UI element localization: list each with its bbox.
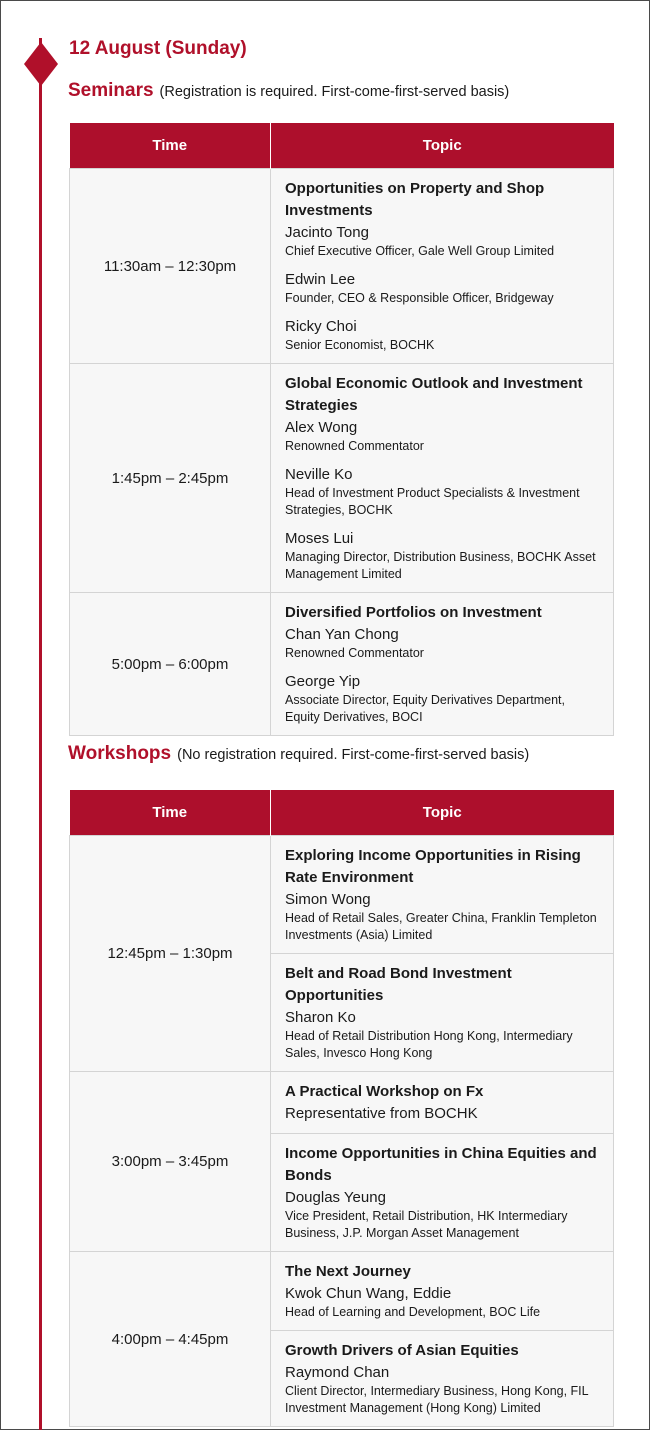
topic-block xyxy=(271,593,613,735)
seminars-topic-header: Topic xyxy=(271,123,614,169)
speaker-role: Associate Director, Equity Derivatives Department, Equity Derivatives, BOCI xyxy=(285,693,565,724)
speaker-name: Douglas Yeung xyxy=(285,1189,386,1206)
speaker-name: Alex Wong xyxy=(285,419,358,436)
timeline-marker-icon xyxy=(24,42,41,86)
timeline-line xyxy=(39,38,42,1430)
speaker xyxy=(285,316,603,354)
speaker-name: Simon Wong xyxy=(285,891,371,908)
speaker-role: Head of Learning and Development, BOC Life xyxy=(285,1305,541,1319)
speaker xyxy=(285,1103,603,1124)
speaker xyxy=(285,1007,603,1062)
topic-block xyxy=(271,1252,613,1330)
speaker-name: Representative from BOCHK xyxy=(285,1105,478,1122)
speaker-role: Renowned Commentator xyxy=(285,439,424,453)
speaker-name: Neville Ko xyxy=(285,466,353,483)
speaker xyxy=(285,671,603,726)
topic-block xyxy=(271,836,613,953)
table-row xyxy=(70,169,614,364)
speaker-role: Head of Investment Product Specialists & Investment Strategies, BOCHK xyxy=(285,486,580,517)
time-cell: 4:00pm – 4:45pm xyxy=(70,1252,271,1427)
date-heading: 12 August (Sunday) xyxy=(69,38,247,59)
seminars-heading xyxy=(68,80,509,102)
seminars-note: (Registration is required. First-come-first-served basis) xyxy=(159,84,510,100)
topic-block xyxy=(271,364,613,592)
speaker-role: Chief Executive Officer, Gale Well Group Limited xyxy=(285,244,555,258)
topic-block xyxy=(271,1133,613,1251)
topic-title: A Practical Workshop on Fx xyxy=(285,1083,484,1100)
time-cell: 11:30am – 12:30pm xyxy=(70,169,271,364)
topic-cell xyxy=(271,836,614,1072)
topic-title: Growth Drivers of Asian Equities xyxy=(285,1342,519,1359)
workshops-heading xyxy=(68,743,529,765)
seminars-title: Seminars xyxy=(68,80,154,101)
topic-cell xyxy=(271,593,614,736)
speaker xyxy=(285,1362,603,1417)
speaker-name: Moses Lui xyxy=(285,530,354,547)
speaker-name: Ricky Choi xyxy=(285,318,357,335)
timeline-marker-icon-right xyxy=(41,42,58,86)
seminars-table xyxy=(69,123,614,736)
topic-title: Opportunities on Property and Shop Investments xyxy=(285,180,545,219)
speaker-role: Head of Retail Sales, Greater China, Franklin Templeton Investments (Asia) Limited xyxy=(285,911,597,942)
speaker xyxy=(285,889,603,944)
speaker xyxy=(285,222,603,260)
topic-title: Belt and Road Bond Investment Opportunities xyxy=(285,965,512,1004)
workshops-title: Workshops xyxy=(68,743,172,764)
table-row xyxy=(70,1072,614,1252)
table-row xyxy=(70,364,614,593)
speaker xyxy=(285,269,603,307)
topic-block xyxy=(271,169,613,363)
speaker-role: Senior Economist, BOCHK xyxy=(285,338,435,352)
speaker xyxy=(285,528,603,583)
topic-title: Exploring Income Opportunities in Rising Rate Environment xyxy=(285,847,581,886)
speaker-name: Kwok Chun Wang, Eddie xyxy=(285,1285,452,1302)
table-row xyxy=(70,1252,614,1427)
speaker-role: Renowned Commentator xyxy=(285,646,424,660)
speaker xyxy=(285,1283,603,1321)
speaker-name: George Yip xyxy=(285,673,361,690)
topic-block xyxy=(271,953,613,1071)
time-cell: 3:00pm – 3:45pm xyxy=(70,1072,271,1252)
topic-cell xyxy=(271,169,614,364)
topic-cell xyxy=(271,1072,614,1252)
topic-title: Global Economic Outlook and Investment Strategies xyxy=(285,375,583,414)
topic-cell xyxy=(271,364,614,593)
topic-title: Diversified Portfolios on Investment xyxy=(285,604,542,621)
speaker xyxy=(285,624,603,662)
topic-block xyxy=(271,1330,613,1426)
speaker-name: Edwin Lee xyxy=(285,271,356,288)
time-cell: 1:45pm – 2:45pm xyxy=(70,364,271,593)
seminars-time-header: Time xyxy=(70,123,271,169)
speaker-role: Founder, CEO & Responsible Officer, Bridgeway xyxy=(285,291,554,305)
workshops-topic-header: Topic xyxy=(271,790,614,836)
workshops-table xyxy=(69,790,614,1427)
speaker-name: Raymond Chan xyxy=(285,1364,390,1381)
topic-title: Income Opportunities in China Equities and Bonds xyxy=(285,1145,597,1184)
speaker-role: Managing Director, Distribution Business, BOCHK Asset Management Limited xyxy=(285,550,596,581)
speaker xyxy=(285,464,603,519)
topic-cell xyxy=(271,1252,614,1427)
time-cell: 12:45pm – 1:30pm xyxy=(70,836,271,1072)
speaker-role: Client Director, Intermediary Business, Hong Kong, FIL Investment Management (Hong Kong) Limited xyxy=(285,1384,589,1415)
workshops-time-header: Time xyxy=(70,790,271,836)
speaker xyxy=(285,1187,603,1242)
topic-title: The Next Journey xyxy=(285,1263,411,1280)
table-row xyxy=(70,593,614,736)
speaker-role: Head of Retail Distribution Hong Kong, Intermediary Sales, Invesco Hong Kong xyxy=(285,1029,573,1060)
speaker xyxy=(285,417,603,455)
speaker-name: Chan Yan Chong xyxy=(285,626,399,643)
speaker-name: Jacinto Tong xyxy=(285,224,369,241)
table-row xyxy=(70,836,614,1072)
topic-block xyxy=(271,1072,613,1133)
workshops-note: (No registration required. First-come-first-served basis) xyxy=(177,747,530,763)
time-cell: 5:00pm – 6:00pm xyxy=(70,593,271,736)
speaker-role: Vice President, Retail Distribution, HK Intermediary Business, J.P. Morgan Asset Management xyxy=(285,1209,568,1240)
speaker-name: Sharon Ko xyxy=(285,1009,356,1026)
